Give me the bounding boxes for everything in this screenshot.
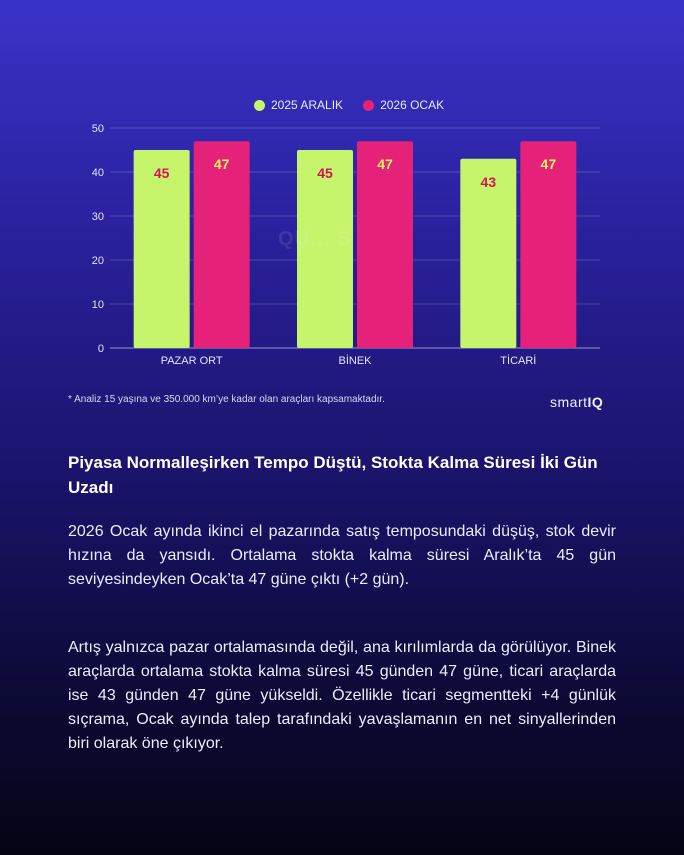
y-tick-label: 20: [91, 255, 104, 267]
chart-footnote: * Analiz 15 yaşına ve 350.000 km’ye kadar olan araçları kapsamaktadır.: [68, 394, 385, 405]
data-label: 47: [540, 156, 557, 173]
data-label: 47: [213, 156, 230, 173]
y-tick-label: 30: [91, 211, 104, 223]
article-paragraph-1: 2026 Ocak ayında ikinci el pazarında satış temposundaki düşüş, stok devir hızına da yansıdı. Ortalama stokta kalma süresi Aralık’ta 45 gün seviyesindeyken Ocak’ta 47 güne çıktı (+2 gün).: [68, 523, 616, 588]
x-tick-label: TİCARİ: [500, 355, 537, 367]
x-tick-label: PAZAR ORT: [160, 355, 223, 367]
bar: [520, 141, 576, 348]
y-tick-label: 40: [91, 167, 104, 179]
bar: [357, 141, 413, 348]
data-label: 45: [153, 165, 170, 181]
y-tick-label: 10: [91, 299, 104, 311]
x-tick-label: BİNEK: [338, 355, 372, 367]
legend-label-2025: 2025 ARALIK: [271, 98, 344, 112]
data-label: 47: [377, 156, 393, 173]
brand-logo: [550, 394, 603, 410]
data-label: 45: [317, 165, 333, 181]
legend-label-2026: 2026 OCAK: [380, 98, 445, 112]
article-headline: Piyasa Normalleşirken Tempo Düştü, Stokta Kalma Süresi İki Gün Uzadı: [68, 453, 598, 497]
bar: [194, 141, 250, 348]
y-tick-label: 0: [97, 343, 104, 355]
brand-prefix: smart: [550, 394, 588, 410]
bar-chart: [0, 0, 684, 390]
data-label: 43: [480, 173, 497, 190]
brand-suffix: IQ: [587, 394, 604, 410]
article-paragraph-2: Artış yalnızca pazar ortalamasında değil, ana kırılımlarda da görülüyor. Binek araçlarda ortalama stokta kalma süresi 45 günden 47 güne, ticari araçlarda ise 43 günden 47 güne yükseldi. Özellikle ticari segmentteki +4 günlük sıçrama, Ocak ayında talep tarafındaki yavaşlamanın en net sinyallerinden biri olarak öne çıkıyor.: [68, 639, 616, 752]
y-tick-label: 50: [91, 123, 104, 135]
watermark: QU… S: [278, 228, 352, 250]
